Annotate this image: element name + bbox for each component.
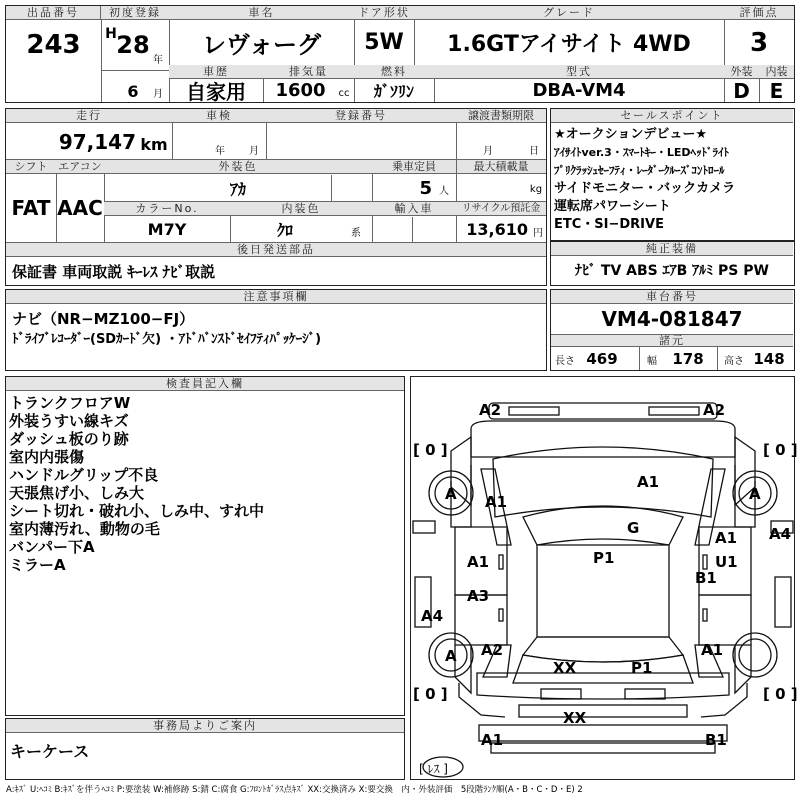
inspector-line: トランクフロアW <box>9 394 131 412</box>
office-label: 事務局よりご案内 <box>6 719 404 733</box>
transfer-month-unit: 月 <box>483 145 493 157</box>
sales-line: ﾌﾟﾘｸﾗｯｼｭｾｰﾌﾃｨ・ﾚｰﾀﾞｰｸﾙｰｽﾞｺﾝﾄﾛｰﾙ <box>554 164 725 177</box>
name-label: 車名 <box>169 6 354 20</box>
office-text: キーケース <box>10 742 90 761</box>
damage-diagram-box <box>410 376 798 780</box>
equip-label: 純正装備 <box>551 242 793 256</box>
inspector-line: ハンドルグリップ不良 <box>9 466 159 484</box>
fuel: ｶﾞｿﾘﾝ <box>373 82 414 101</box>
ext-grade: D <box>733 78 750 103</box>
mileage: 97,147 <box>58 130 136 154</box>
damage-mark: A4 <box>769 525 792 543</box>
intcolor-unit: 系 <box>351 227 361 239</box>
chassis-label: 車台番号 <box>551 290 793 304</box>
chassis-box <box>550 289 795 371</box>
score: 3 <box>749 27 769 58</box>
damage-legend: A:ｷｽﾞ U:ﾍｺﾐ B:ｷｽﾞを伴うﾍｺﾐ P:要塗装 W:補修跡 S:錆 C:腐食 G:ﾌﾛﾝﾄｶﾞﾗｽ点ｷｽﾞ XX:交換済み X:要交換 内・外装評価 5段階ﾗﾝｸ順(A・B・C・D・E) 2 <box>6 785 583 795</box>
displacement: 1600 <box>275 80 326 101</box>
inspector-line: シート切れ・破れ小、しみ中、すれ中 <box>9 502 265 520</box>
sales-line: サイドモニター・バックカメラ <box>554 181 736 196</box>
car-name: レヴォーグ <box>201 31 322 59</box>
length-label: 長さ <box>555 355 575 367</box>
lot-label: 出品番号 <box>6 6 101 20</box>
aircon: AAC <box>57 196 103 220</box>
sales-line: ETC・SI−DRIVE <box>554 217 664 232</box>
inspection-month-unit: 月 <box>249 145 259 157</box>
damage-mark: [ 0 ] <box>763 685 798 703</box>
car-damage-diagram <box>411 377 798 779</box>
reg-label: 初度登録 <box>101 6 169 20</box>
ac-label: エアコン <box>56 160 104 174</box>
damage-mark: [ 0 ] <box>763 441 798 459</box>
era: H <box>105 26 117 42</box>
grade: 1.6GTアイサイト 4WD <box>447 32 691 57</box>
inspector-line: 天張焦げ小、しみ大 <box>9 484 145 502</box>
sales-point-box <box>550 108 795 241</box>
sales-label: セールスポイント <box>551 109 793 123</box>
colorno-label: カラーNo. <box>104 202 230 216</box>
recycle-unit: 円 <box>533 227 543 239</box>
mileage-unit: km <box>140 134 168 154</box>
sales-line: ｱｲｻｲﾄver.3・ｽﾏｰﾄｷｰ・LEDﾍｯﾄﾞﾗｲﾄ <box>554 146 729 159</box>
equipment-box <box>550 241 795 286</box>
length: 469 <box>586 350 618 368</box>
mileage-label: 走行 <box>6 109 172 123</box>
inspector-line: ミラーA <box>9 556 66 574</box>
history: 自家用 <box>186 80 246 104</box>
transfer-label: 譲渡書類期限 <box>456 109 546 123</box>
door-type: 5W <box>364 30 404 55</box>
inspector-line: 外装うすい線キズ <box>9 412 129 430</box>
inspector-line: 室内薄汚れ、動物の毛 <box>9 520 160 538</box>
damage-mark: XX <box>563 709 587 727</box>
inspector-box <box>5 376 405 716</box>
damage-mark: A <box>445 485 457 503</box>
notes-label: 注意事項欄 <box>6 290 546 304</box>
chassis-number: VM4-081847 <box>601 307 743 331</box>
width: 178 <box>672 350 704 368</box>
inspector-line: ダッシュ板のり跡 <box>9 430 129 448</box>
plate-label: 登録番号 <box>266 109 456 123</box>
damage-mark: A1 <box>485 493 508 511</box>
inspector-line: 室内内張傷 <box>9 448 85 466</box>
recycle-fee: 13,610 <box>466 220 528 239</box>
damage-mark: A2 <box>481 641 504 659</box>
grade-label: グレード <box>414 6 724 20</box>
reg-month: 6 <box>127 81 139 101</box>
vehicle-detail-table <box>5 108 547 286</box>
sales-line: 運転席パワーシート <box>554 199 671 214</box>
notes-box <box>5 289 547 371</box>
damage-mark: P1 <box>593 549 615 567</box>
notes-line-1: ナビ（NR−MZ100−FJ） <box>12 310 195 328</box>
notes-line-2: ﾄﾞﾗｲﾌﾞﾚｺｰﾀﾞｰ(SDｶｰﾄﾞ欠) ・ｱﾄﾞﾊﾞﾝｽﾄﾞｾｲﾌﾃｨﾊﾟｯｹｰｼﾞ) <box>12 332 322 347</box>
import-label: 輸入車 <box>372 202 456 216</box>
reg-year-unit: 年 <box>153 54 163 66</box>
damage-mark: A3 <box>467 587 490 605</box>
damage-mark: P1 <box>631 659 653 677</box>
height: 148 <box>753 350 785 368</box>
equipment: ﾅﾋﾞ TV ABS ｴｱB ｱﾙﾐ PS PW <box>575 263 769 279</box>
int-label: 内装 <box>759 65 794 79</box>
damage-mark: A1 <box>481 731 504 749</box>
header-table <box>5 5 795 103</box>
interior-color: ｸﾛ <box>276 221 293 240</box>
damage-mark: B1 <box>695 569 717 587</box>
disp-unit: cc <box>338 87 350 99</box>
ext-label: 外装 <box>724 65 759 79</box>
model-label: 型式 <box>434 65 724 79</box>
reg-month-unit: 月 <box>153 88 163 100</box>
inspection-year-unit: 年 <box>215 145 225 157</box>
history-label: 車歴 <box>169 65 263 79</box>
inspection-label: 車検 <box>172 109 266 123</box>
damage-mark: A2 <box>703 401 726 419</box>
damage-mark: A4 <box>421 607 444 625</box>
damage-mark: A1 <box>715 529 738 547</box>
damage-mark: A2 <box>479 401 502 419</box>
capacity-unit: 人 <box>439 185 449 197</box>
spec-label: 諸元 <box>551 334 793 347</box>
score-label: 評価点 <box>724 6 794 20</box>
load-unit: kg <box>529 183 543 195</box>
office-box <box>5 718 405 780</box>
damage-mark: G <box>627 519 640 537</box>
intcolor-label: 内装色 <box>230 202 372 216</box>
capacity-label: 乗車定員 <box>372 160 456 174</box>
int-grade: E <box>769 78 784 103</box>
damage-mark: B1 <box>705 731 727 749</box>
capacity: 5 <box>419 177 432 199</box>
inspector-line: バンパー下A <box>9 538 95 556</box>
transfer-day-unit: 日 <box>529 145 539 157</box>
height-label: 高さ <box>724 355 744 367</box>
color-number: M7Y <box>147 220 187 239</box>
door-label: ドア形状 <box>354 6 414 20</box>
lot-number: 243 <box>26 30 81 60</box>
damage-mark: [ 0 ] <box>413 441 448 459</box>
damage-mark: A1 <box>637 473 660 491</box>
model-code: DBA-VM4 <box>532 80 626 101</box>
disp-label: 排気量 <box>263 65 354 79</box>
width-label: 幅 <box>647 355 657 367</box>
load-label: 最大積載量 <box>456 160 546 174</box>
damage-mark: A1 <box>701 641 724 659</box>
damage-mark: A <box>749 485 761 503</box>
damage-mark: U1 <box>715 553 738 571</box>
later-parts: 保証書 車両取説 ｷｰﾚｽ ﾅﾋﾞ取説 <box>12 262 216 281</box>
damage-mark: A <box>445 647 457 665</box>
later-parts-label: 後日発送部品 <box>6 243 546 257</box>
inspector-label: 検査員記入欄 <box>6 377 404 391</box>
reg-year: 28 <box>116 31 150 59</box>
damage-mark: A1 <box>467 553 490 571</box>
damage-mark: [ ﾚｽ ] <box>419 762 448 776</box>
damage-mark: [ 0 ] <box>413 685 448 703</box>
exterior-color: ｱｶ <box>229 179 246 199</box>
fuel-label: 燃料 <box>354 65 434 79</box>
sales-line: ★オークションデビュー★ <box>554 127 708 142</box>
damage-mark: XX <box>553 659 577 677</box>
shift: FAT <box>11 196 51 220</box>
recycle-label: リサイクル預託金 <box>456 202 546 216</box>
color-label: 外装色 <box>104 160 372 174</box>
shift-label: シフト <box>6 160 56 174</box>
